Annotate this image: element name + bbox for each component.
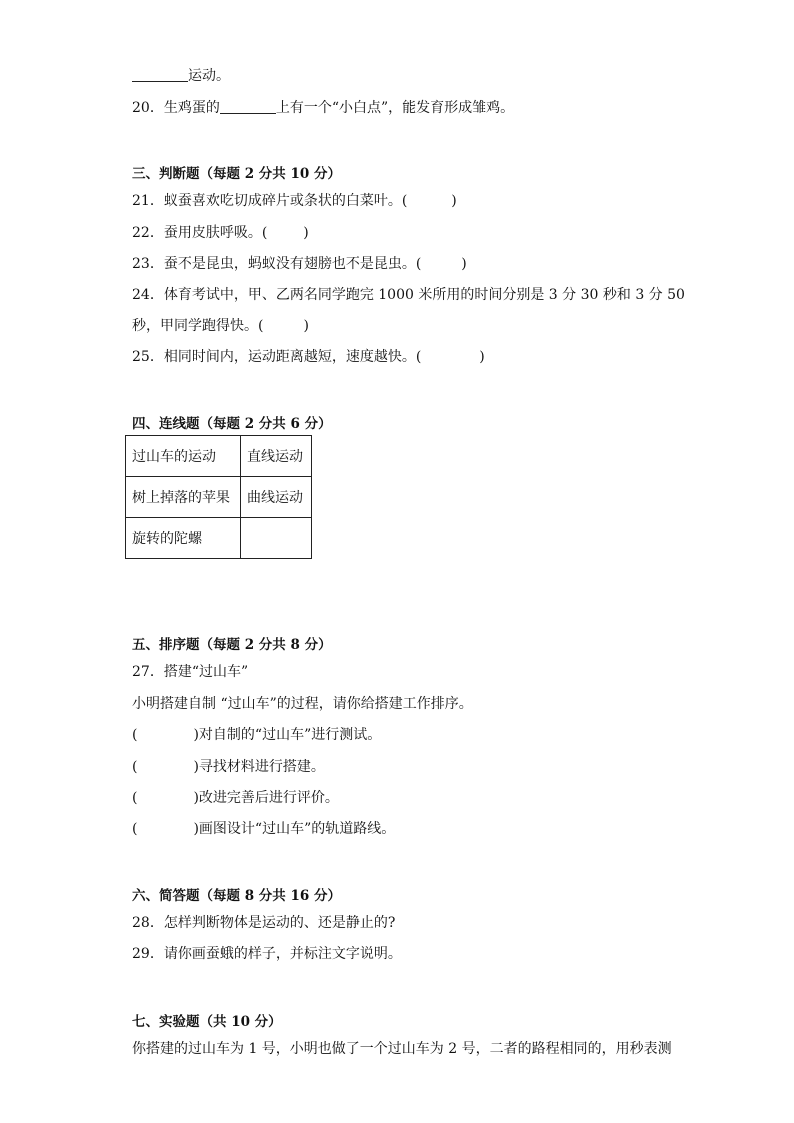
section-3-title: 三、判断题（每题 2 分共 10 分） bbox=[132, 166, 341, 182]
section-4-title: 四、连线题（每题 2 分共 6 分） bbox=[132, 416, 332, 432]
answer-blank[interactable] bbox=[220, 99, 276, 114]
question-24: 24．体育考试中，甲、乙两名同学跑完 1000 米所用的时间分别是 3 分 30 秒和 3 分 50 bbox=[132, 287, 685, 303]
table-row bbox=[126, 477, 312, 518]
question-19-tail: 运动。 bbox=[132, 67, 230, 85]
table-cell[interactable]: 直线运动 bbox=[241, 436, 312, 477]
sort-step: ( )对自制的“过山车”进行测试。 bbox=[132, 727, 382, 743]
question-20: 20．生鸡蛋的 上有一个“小白点”，能发育形成雏鸡。 bbox=[132, 100, 515, 116]
sort-step: ( )寻找材料进行搭建。 bbox=[132, 759, 325, 775]
matching-table bbox=[125, 435, 312, 559]
answer-blank[interactable] bbox=[132, 67, 188, 82]
question-25: 25．相同时间内，运动距离越短，速度越快。( ) bbox=[132, 349, 485, 365]
question-27-intro: 小明搭建自制 “过山车”的过程，请你给搭建工作排序。 bbox=[132, 696, 473, 712]
table-cell[interactable]: 过山车的运动 bbox=[126, 436, 241, 477]
section-7-title: 七、实验题（共 10 分） bbox=[132, 1014, 282, 1030]
table-row bbox=[126, 518, 312, 559]
sort-step: ( )画图设计“过山车”的轨道路线。 bbox=[132, 821, 396, 837]
table-cell[interactable] bbox=[241, 518, 312, 559]
question-23: 23．蚕不是昆虫，蚂蚁没有翅膀也不是昆虫。( ) bbox=[132, 256, 467, 272]
table-cell[interactable]: 旋转的陀螺 bbox=[126, 518, 241, 559]
question-21: 21．蚁蚕喜欢吃切成碎片或条状的白菜叶。( ) bbox=[132, 193, 457, 209]
question-24-continued: 秒，甲同学跑得快。( ) bbox=[132, 318, 309, 334]
question-29: 29．请你画蚕蛾的样子，并标注文字说明。 bbox=[132, 946, 402, 962]
sort-step: ( )改进完善后进行评价。 bbox=[132, 790, 339, 806]
question-27-title: 27．搭建“过山车” bbox=[132, 664, 249, 680]
question-22: 22．蚕用皮肤呼吸。( ) bbox=[132, 225, 309, 241]
experiment-question-text: 你搭建的过山车为 1 号，小明也做了一个过山车为 2 号，二者的路程相同的，用秒表测 bbox=[132, 1041, 672, 1057]
question-28: 28．怎样判断物体是运动的、还是静止的? bbox=[132, 915, 396, 931]
table-cell[interactable]: 树上掉落的苹果 bbox=[126, 477, 241, 518]
section-6-title: 六、简答题（每题 8 分共 16 分） bbox=[132, 888, 341, 904]
table-row bbox=[126, 436, 312, 477]
table-cell[interactable]: 曲线运动 bbox=[241, 477, 312, 518]
section-5-title: 五、排序题（每题 2 分共 8 分） bbox=[132, 637, 332, 653]
